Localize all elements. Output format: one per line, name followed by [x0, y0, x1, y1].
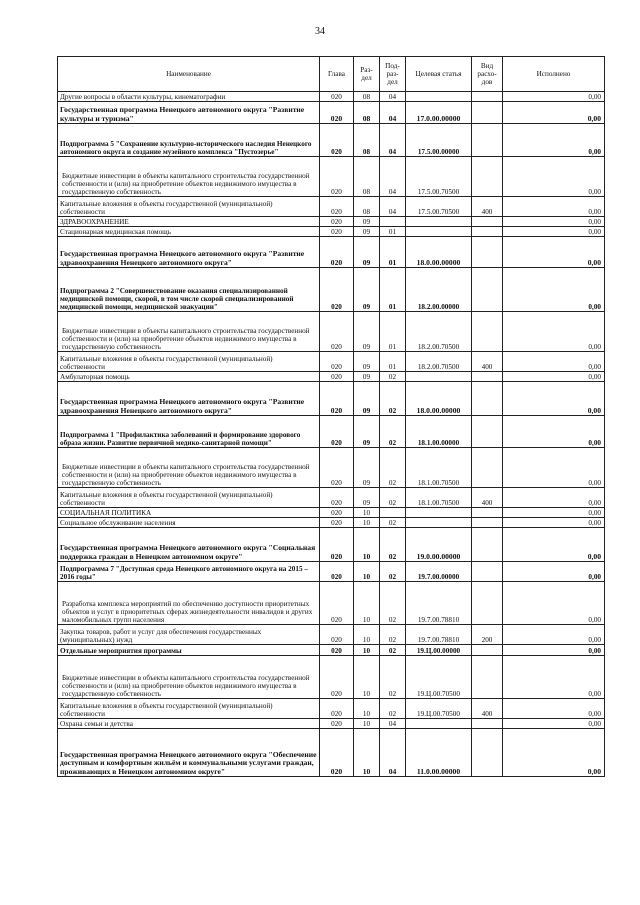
- cell-podrazdel: 01: [380, 312, 406, 352]
- table-row: [58, 582, 605, 625]
- cell-expense-type: [472, 372, 503, 382]
- cell-podrazdel: 02: [380, 416, 406, 448]
- cell-podrazdel: 02: [380, 645, 406, 656]
- cell-name: Капитальные вложения в объекты государственной (муниципальной) собственности: [58, 197, 320, 217]
- cell-expense-type: [472, 656, 503, 699]
- cell-target-article: 17.5.00.70500: [406, 197, 472, 217]
- cell-expense-type: [472, 719, 503, 729]
- table-row: [58, 217, 605, 227]
- cell-razdel: 10: [354, 518, 380, 528]
- cell-expense-type: [472, 237, 503, 268]
- table-header-row: [58, 57, 605, 92]
- cell-target-article: 17.0.00.00000: [406, 102, 472, 124]
- cell-executed: 0,00: [503, 352, 605, 372]
- cell-target-article: 18.1.00.00000: [406, 416, 472, 448]
- cell-razdel: 10: [354, 645, 380, 656]
- table-row: [58, 416, 605, 448]
- table-row: [58, 719, 605, 729]
- cell-razdel: 09: [354, 372, 380, 382]
- cell-glava: 020: [320, 312, 354, 352]
- header-target-article: Целевая статья: [406, 57, 472, 92]
- cell-target-article: [406, 518, 472, 528]
- cell-target-article: 19.Ц.00.70500: [406, 656, 472, 699]
- cell-razdel: 10: [354, 719, 380, 729]
- cell-podrazdel: [380, 217, 406, 227]
- cell-name: Подпрограмма 2 "Совершенствование оказания специализированной медицинской помощи, скорой, в том числе скорой специализированной медицинской помощи, медицинской эвакуации": [58, 268, 320, 312]
- cell-target-article: [406, 508, 472, 518]
- cell-razdel: 09: [354, 237, 380, 268]
- cell-glava: 020: [320, 656, 354, 699]
- cell-target-article: [406, 92, 472, 102]
- cell-razdel: 09: [354, 227, 380, 237]
- cell-podrazdel: 04: [380, 157, 406, 197]
- cell-expense-type: [472, 518, 503, 528]
- table-body: [58, 92, 605, 777]
- cell-glava: 020: [320, 645, 354, 656]
- cell-executed: 0,00: [503, 528, 605, 562]
- cell-target-article: [406, 217, 472, 227]
- cell-target-article: 18.2.00.70500: [406, 352, 472, 372]
- cell-name: Подпрограмма 1 "Профилактика заболеваний и формирование здорового образа жизни. Развитие первичной медико-санитарной помощи": [58, 416, 320, 448]
- cell-podrazdel: 01: [380, 268, 406, 312]
- cell-executed: 0,00: [503, 197, 605, 217]
- cell-podrazdel: 02: [380, 625, 406, 645]
- cell-name: Амбулаторная помощь: [58, 372, 320, 382]
- cell-executed: 0,00: [503, 645, 605, 656]
- cell-razdel: 10: [354, 625, 380, 645]
- cell-expense-type: [472, 92, 503, 102]
- cell-glava: 020: [320, 528, 354, 562]
- table-row: [58, 625, 605, 645]
- cell-podrazdel: 02: [380, 372, 406, 382]
- cell-podrazdel: 02: [380, 582, 406, 625]
- cell-podrazdel: 02: [380, 562, 406, 582]
- cell-executed: 0,00: [503, 124, 605, 157]
- table-row: [58, 562, 605, 582]
- table-row: [58, 197, 605, 217]
- table-row: [58, 645, 605, 656]
- cell-target-article: 18.1.00.70500: [406, 488, 472, 508]
- cell-target-article: 19.7.00.00000: [406, 562, 472, 582]
- cell-executed: 0,00: [503, 312, 605, 352]
- table-row: [58, 518, 605, 528]
- cell-podrazdel: 04: [380, 124, 406, 157]
- cell-glava: 020: [320, 488, 354, 508]
- cell-name: Государственная программа Ненецкого автономного округа "Развитие здравоохранения Ненецкого автономного округа": [58, 237, 320, 268]
- cell-razdel: 08: [354, 157, 380, 197]
- cell-razdel: 08: [354, 197, 380, 217]
- cell-razdel: 09: [354, 448, 380, 488]
- cell-glava: 020: [320, 719, 354, 729]
- cell-razdel: 08: [354, 92, 380, 102]
- page-number: 34: [315, 26, 325, 37]
- cell-name: Бюджетные инвестиции в объекты капитального строительства государственной собственности и (или) на приобретение объектов недвижимого имущества в государственную собственность: [58, 656, 320, 699]
- cell-podrazdel: [380, 508, 406, 518]
- cell-executed: 0,00: [503, 268, 605, 312]
- cell-target-article: 19.Ц.00.00000: [406, 645, 472, 656]
- cell-name: Отдельные мероприятия программы: [58, 645, 320, 656]
- cell-name: Государственная программа Ненецкого автономного округа "Развитие здравоохранения Ненецкого автономного округа": [58, 382, 320, 416]
- cell-expense-type: [472, 416, 503, 448]
- cell-razdel: 10: [354, 699, 380, 719]
- table-row: [58, 102, 605, 124]
- cell-glava: 020: [320, 729, 354, 777]
- cell-glava: 020: [320, 518, 354, 528]
- cell-expense-type: [472, 268, 503, 312]
- cell-podrazdel: 02: [380, 699, 406, 719]
- cell-expense-type: [472, 102, 503, 124]
- cell-expense-type: [472, 382, 503, 416]
- cell-executed: 0,00: [503, 518, 605, 528]
- cell-podrazdel: 01: [380, 237, 406, 268]
- cell-glava: 020: [320, 92, 354, 102]
- cell-name: Капитальные вложения в объекты государственной (муниципальной) собственности: [58, 488, 320, 508]
- cell-razdel: 09: [354, 416, 380, 448]
- cell-glava: 020: [320, 699, 354, 719]
- cell-expense-type: [472, 508, 503, 518]
- cell-glava: 020: [320, 157, 354, 197]
- cell-expense-type: 400: [472, 699, 503, 719]
- cell-name: Государственная программа Ненецкого автономного округа "Развитие культуры и туризма": [58, 102, 320, 124]
- cell-podrazdel: 02: [380, 528, 406, 562]
- cell-executed: 0,00: [503, 157, 605, 197]
- cell-razdel: 10: [354, 562, 380, 582]
- table-row: [58, 124, 605, 157]
- cell-razdel: 08: [354, 124, 380, 157]
- cell-executed: 0,00: [503, 372, 605, 382]
- cell-executed: 0,00: [503, 488, 605, 508]
- cell-glava: 020: [320, 227, 354, 237]
- cell-target-article: [406, 719, 472, 729]
- cell-glava: 020: [320, 102, 354, 124]
- cell-glava: 020: [320, 372, 354, 382]
- cell-target-article: 18.0.00.00000: [406, 382, 472, 416]
- cell-name: Закупка товаров, работ и услуг для обеспечения государственных (муниципальных) нужд: [58, 625, 320, 645]
- table-row: [58, 656, 605, 699]
- header-expense-type: Вид расхо- дов: [472, 57, 503, 92]
- cell-name: Подпрограмма 5 "Сохранение культурно-исторического наследия Ненецкого автономного округа и создание музейного комплекса "Пустозерье": [58, 124, 320, 157]
- cell-expense-type: [472, 312, 503, 352]
- cell-executed: 0,00: [503, 92, 605, 102]
- cell-expense-type: [472, 645, 503, 656]
- cell-glava: 020: [320, 217, 354, 227]
- cell-executed: 0,00: [503, 217, 605, 227]
- cell-podrazdel: 01: [380, 352, 406, 372]
- cell-name: Бюджетные инвестиции в объекты капитального строительства государственной собственности и (или) на приобретение объектов недвижимого имущества в государственную собственность: [58, 312, 320, 352]
- table-row: [58, 312, 605, 352]
- cell-target-article: 18.0.00.00000: [406, 237, 472, 268]
- cell-name: Социальное обслуживание населения: [58, 518, 320, 528]
- table-row: [58, 528, 605, 562]
- cell-name: Государственная программа Ненецкого автономного округа "Обеспечение доступным и комфортным жильём и коммунальными услугами граждан, проживающих в Ненецком автономном округе": [58, 729, 320, 777]
- cell-target-article: 18.2.00.00000: [406, 268, 472, 312]
- cell-expense-type: [472, 217, 503, 227]
- cell-podrazdel: 02: [380, 518, 406, 528]
- cell-expense-type: 200: [472, 625, 503, 645]
- cell-name: СОЦИАЛЬНАЯ ПОЛИТИКА: [58, 508, 320, 518]
- cell-target-article: 19.7.00.78810: [406, 582, 472, 625]
- cell-name: Государственная программа Ненецкого автономного округа "Социальная поддержка граждан в Ненецком автономном округе": [58, 528, 320, 562]
- header-podrazdel: Под- раз- дел: [380, 57, 406, 92]
- cell-podrazdel: 04: [380, 102, 406, 124]
- cell-glava: 020: [320, 268, 354, 312]
- table-row: [58, 729, 605, 777]
- cell-name: Бюджетные инвестиции в объекты капитального строительства государственной собственности и (или) на приобретение объектов недвижимого имущества в государственную собственность: [58, 448, 320, 488]
- cell-podrazdel: 02: [380, 656, 406, 699]
- cell-target-article: 19.0.00.00000: [406, 528, 472, 562]
- cell-target-article: 19.7.00.78810: [406, 625, 472, 645]
- cell-expense-type: 400: [472, 352, 503, 372]
- cell-expense-type: [472, 227, 503, 237]
- cell-executed: 0,00: [503, 699, 605, 719]
- cell-target-article: [406, 372, 472, 382]
- cell-executed: 0,00: [503, 508, 605, 518]
- cell-executed: 0,00: [503, 562, 605, 582]
- cell-target-article: 11.0.00.00000: [406, 729, 472, 777]
- cell-razdel: 08: [354, 102, 380, 124]
- cell-podrazdel: 04: [380, 729, 406, 777]
- cell-expense-type: [472, 562, 503, 582]
- header-executed: Исполнено: [503, 57, 605, 92]
- cell-executed: 0,00: [503, 102, 605, 124]
- cell-expense-type: [472, 528, 503, 562]
- table-row: [58, 237, 605, 268]
- cell-glava: 020: [320, 508, 354, 518]
- cell-target-article: 18.1.00.70500: [406, 448, 472, 488]
- cell-podrazdel: 04: [380, 92, 406, 102]
- cell-executed: 0,00: [503, 416, 605, 448]
- cell-glava: 020: [320, 197, 354, 217]
- budget-execution-table: [57, 56, 605, 777]
- cell-razdel: 09: [354, 488, 380, 508]
- cell-executed: 0,00: [503, 237, 605, 268]
- table-row: [58, 92, 605, 102]
- cell-name: Охрана семьи и детства: [58, 719, 320, 729]
- table-row: [58, 268, 605, 312]
- header-name: Наименование: [58, 57, 320, 92]
- cell-podrazdel: 04: [380, 197, 406, 217]
- cell-glava: 020: [320, 124, 354, 157]
- cell-razdel: 10: [354, 528, 380, 562]
- cell-name: ЗДРАВООХРАНЕНИЕ: [58, 217, 320, 227]
- cell-name: Разработка комплекса мероприятий по обеспечению доступности приоритетных объектов и услуг в приоритетных сферах жизнедеятельности инвалидов и других маломобильных групп населения: [58, 582, 320, 625]
- cell-expense-type: [472, 582, 503, 625]
- cell-razdel: 09: [354, 312, 380, 352]
- table-row: [58, 448, 605, 488]
- cell-glava: 020: [320, 416, 354, 448]
- cell-executed: 0,00: [503, 656, 605, 699]
- cell-target-article: 18.2.00.70500: [406, 312, 472, 352]
- cell-name: Подпрограмма 7 "Доступная среда Ненецкого автономного округа на 2015 – 2016 годы": [58, 562, 320, 582]
- cell-razdel: 09: [354, 268, 380, 312]
- table-row: [58, 699, 605, 719]
- header-razdel: Раз- дел: [354, 57, 380, 92]
- cell-glava: 020: [320, 448, 354, 488]
- table-row: [58, 372, 605, 382]
- cell-razdel: 09: [354, 352, 380, 372]
- cell-razdel: 09: [354, 217, 380, 227]
- cell-expense-type: 400: [472, 488, 503, 508]
- cell-executed: 0,00: [503, 448, 605, 488]
- table-row: [58, 157, 605, 197]
- cell-expense-type: [472, 124, 503, 157]
- cell-glava: 020: [320, 625, 354, 645]
- table-row: [58, 382, 605, 416]
- cell-name: Другие вопросы в области культуры, кинематографии: [58, 92, 320, 102]
- cell-podrazdel: 04: [380, 719, 406, 729]
- cell-razdel: 10: [354, 729, 380, 777]
- cell-expense-type: [472, 448, 503, 488]
- cell-expense-type: 400: [472, 197, 503, 217]
- cell-razdel: 09: [354, 382, 380, 416]
- cell-glava: 020: [320, 382, 354, 416]
- cell-name: Бюджетные инвестиции в объекты капитального строительства государственной собственности и (или) на приобретение объектов недвижимого имущества в государственную собственность: [58, 157, 320, 197]
- cell-executed: 0,00: [503, 227, 605, 237]
- cell-glava: 020: [320, 237, 354, 268]
- cell-target-article: 17.5.00.70500: [406, 157, 472, 197]
- cell-glava: 020: [320, 352, 354, 372]
- cell-podrazdel: 02: [380, 382, 406, 416]
- cell-razdel: 10: [354, 508, 380, 518]
- cell-name: Стационарная медицинская помощь: [58, 227, 320, 237]
- cell-executed: 0,00: [503, 382, 605, 416]
- cell-podrazdel: 01: [380, 227, 406, 237]
- cell-executed: 0,00: [503, 582, 605, 625]
- cell-glava: 020: [320, 562, 354, 582]
- table-row: [58, 227, 605, 237]
- cell-expense-type: [472, 157, 503, 197]
- cell-executed: 0,00: [503, 625, 605, 645]
- table-row: [58, 488, 605, 508]
- cell-podrazdel: 02: [380, 448, 406, 488]
- cell-name: Капитальные вложения в объекты государственной (муниципальной) собственности: [58, 699, 320, 719]
- cell-razdel: 10: [354, 582, 380, 625]
- header-glava: Глава: [320, 57, 354, 92]
- cell-target-article: 17.5.00.00000: [406, 124, 472, 157]
- cell-target-article: 19.Ц.00.70500: [406, 699, 472, 719]
- cell-razdel: 10: [354, 656, 380, 699]
- cell-executed: 0,00: [503, 719, 605, 729]
- cell-glava: 020: [320, 582, 354, 625]
- cell-executed: 0,00: [503, 729, 605, 777]
- cell-name: Капитальные вложения в объекты государственной (муниципальной) собственности: [58, 352, 320, 372]
- cell-target-article: [406, 227, 472, 237]
- cell-podrazdel: 02: [380, 488, 406, 508]
- table-row: [58, 352, 605, 372]
- cell-expense-type: [472, 729, 503, 777]
- table-row: [58, 508, 605, 518]
